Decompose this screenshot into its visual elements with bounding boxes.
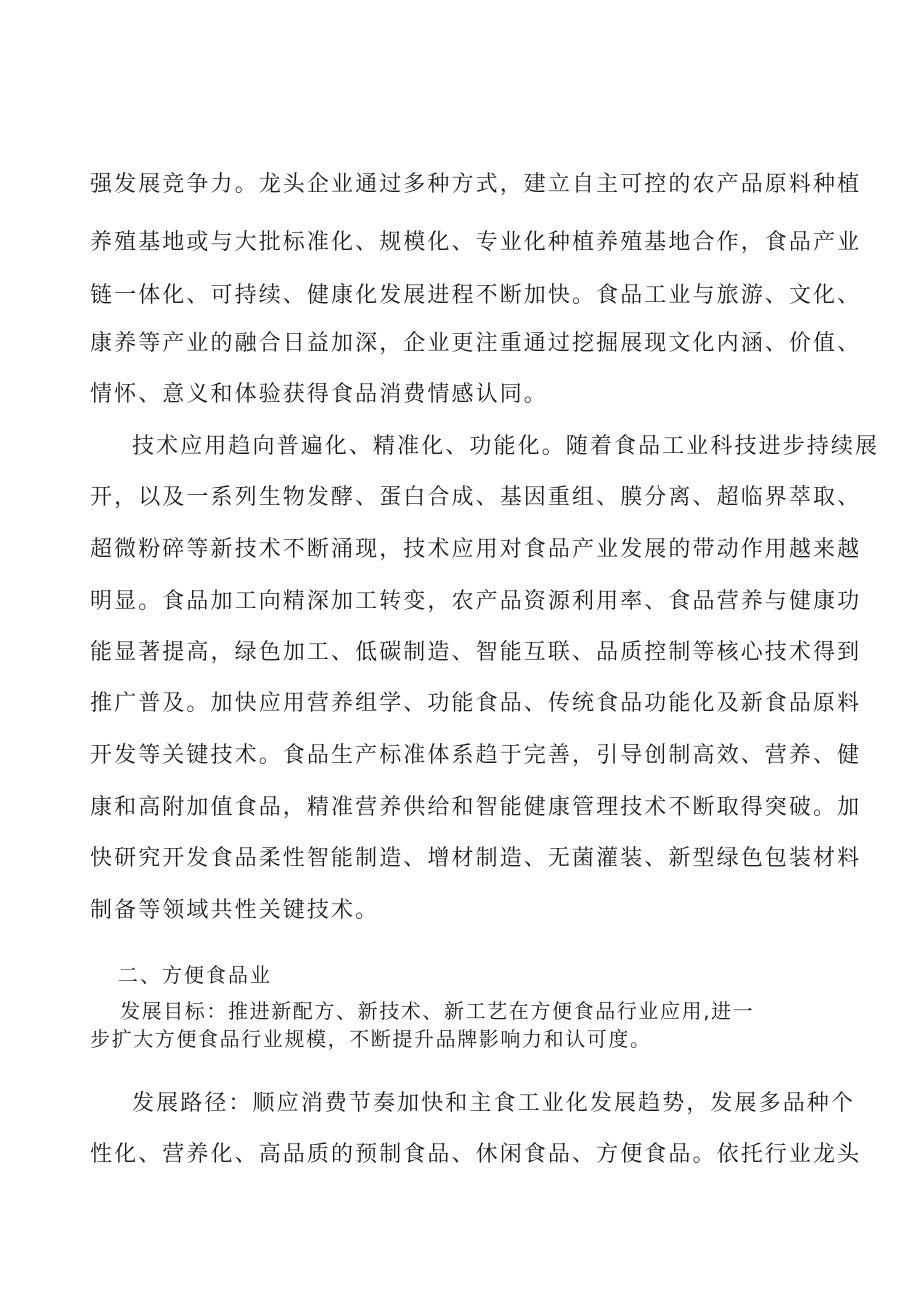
paragraph-line: 性化、营养化、高品质的预制食品、休闲食品、方便食品。依托行业龙头 xyxy=(90,1142,862,1167)
paragraph-line: 推广普及。加快应用营养组学、功能食品、传统食品功能化及新食品原料 xyxy=(90,691,862,716)
paragraph-line: 养殖基地或与大批标准化、规模化、专业化种植养殖基地合作，食品产业 xyxy=(90,230,862,255)
paragraph-line: 快研究开发食品柔性智能制造、增材制造、无菌灌装、新型绿色包装材料 xyxy=(90,846,862,871)
paragraph-line: 康和高附加值食品，精准营养供给和智能健康管理技术不断取得突破。加 xyxy=(90,795,862,820)
paragraph-line: 制备等领域共性关键技术。 xyxy=(90,898,380,923)
paragraph-line: 情怀、意义和体验获得食品消费情感认同。 xyxy=(90,382,548,407)
paragraph-line: 强发展竞争力。龙头企业通过多种方式，建立自主可控的农产品原料种植 xyxy=(90,172,862,197)
goal-line: 步扩大方便食品行业规模，不断提升品牌影响力和认可度。 xyxy=(90,1027,652,1051)
paragraph-line: 开，以及一系列生物发酵、蛋白合成、基因重组、膜分离、超临界萃取、 xyxy=(90,485,862,510)
paragraph-line: 能显著提高，绿色加工、低碳制造、智能互联、品质控制等核心技术得到 xyxy=(90,640,862,665)
goal-line: 发展目标：推进新配方、新技术、新工艺在方便食品行业应用,进一 xyxy=(120,999,755,1023)
paragraph-line: 康养等产业的融合日益加深，企业更注重通过挖掘展现文化内涵、价值、 xyxy=(90,331,862,356)
paragraph-line: 技术应用趋向普遍化、精准化、功能化。随着食品工业科技进步持续展 xyxy=(132,434,880,459)
paragraph-line: 明显。食品加工向精深加工转变，农产品资源利用率、食品营养与健康功 xyxy=(90,589,862,614)
paragraph-line: 开发等关键技术。食品生产标准体系趋于完善，引导创制高效、营养、健 xyxy=(90,743,862,768)
paragraph-line: 链一体化、可持续、健康化发展进程不断加快。食品工业与旅游、文化、 xyxy=(90,283,862,308)
paragraph-line: 发展路径：顺应消费节奏加快和主食工业化发展趋势，发展多品种个 xyxy=(132,1091,856,1116)
section-heading: 二、方便食品业 xyxy=(118,963,272,987)
paragraph-line: 超微粉碎等新技术不断涌现，技术应用对食品产业发展的带动作用越来越 xyxy=(90,537,862,562)
